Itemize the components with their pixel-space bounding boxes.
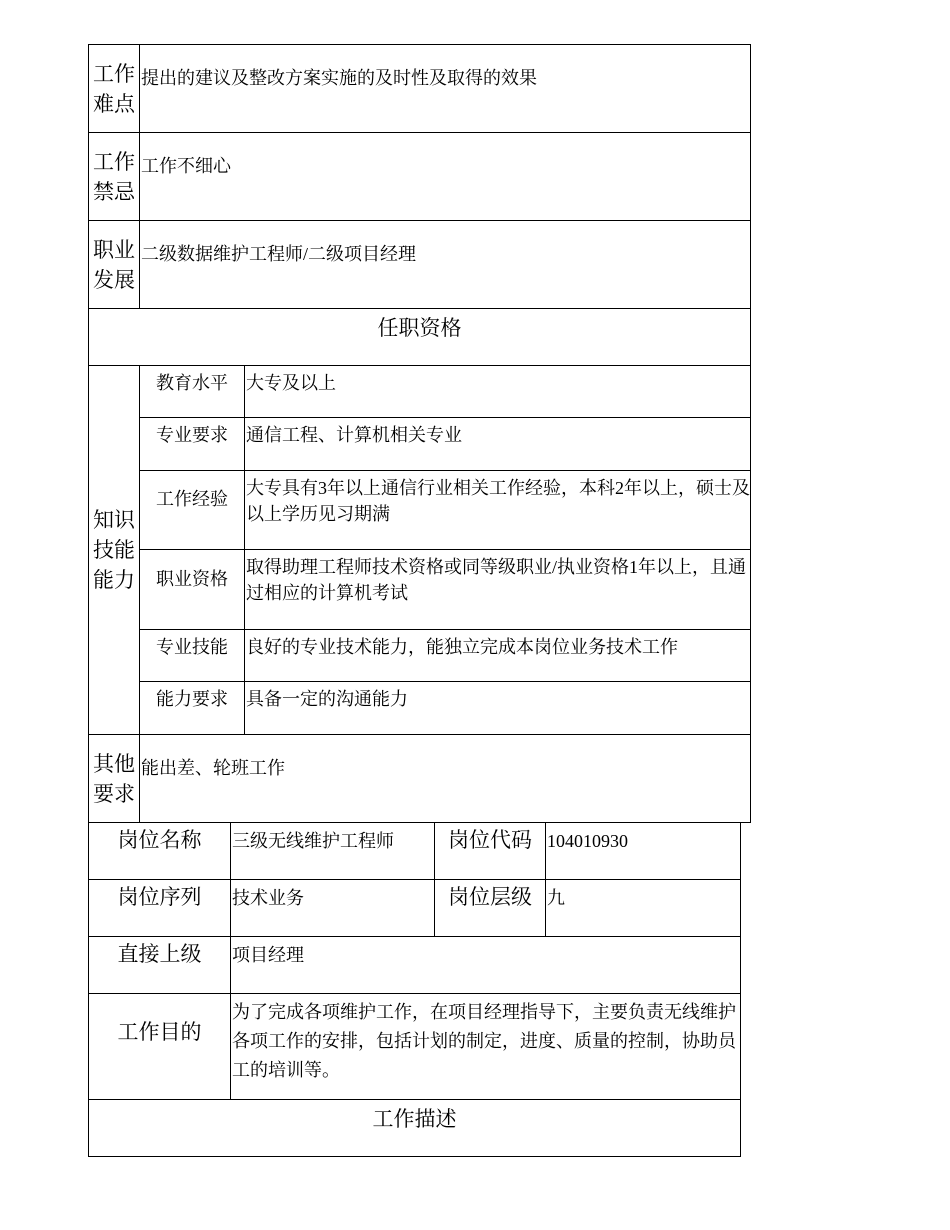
purpose-row bbox=[89, 994, 741, 1100]
knowledge-label: 知识技能能力 bbox=[89, 366, 140, 735]
difficulty-value: 提出的建议及整改方案实施的及时性及取得的效果 bbox=[140, 45, 751, 133]
position-level-label: 岗位层级 bbox=[435, 880, 546, 937]
qual-label: 专业技能 bbox=[140, 630, 245, 682]
position-series-value: 技术业务 bbox=[231, 880, 435, 937]
difficulty-row bbox=[89, 45, 751, 133]
taboo-row bbox=[89, 133, 751, 221]
qual-row bbox=[89, 550, 751, 630]
qual-value: 大专具有3年以上通信行业相关工作经验，本科2年以上，硕士及以上学历见习期满 bbox=[245, 471, 751, 550]
qualification-title-row bbox=[89, 309, 751, 366]
taboo-value: 工作不细心 bbox=[140, 133, 751, 221]
position-name-value: 三级无线维护工程师 bbox=[231, 823, 435, 880]
position-code-label: 岗位代码 bbox=[435, 823, 546, 880]
qualification-title: 任职资格 bbox=[89, 309, 751, 366]
qual-row bbox=[89, 418, 751, 471]
qual-row bbox=[89, 471, 751, 550]
position-name-row bbox=[89, 823, 741, 880]
other-row bbox=[89, 735, 751, 823]
qual-value: 大专及以上 bbox=[245, 366, 751, 418]
taboo-label: 工作禁忌 bbox=[89, 133, 140, 221]
career-label: 职业发展 bbox=[89, 221, 140, 309]
career-value: 二级数据维护工程师/二级项目经理 bbox=[140, 221, 751, 309]
qual-label: 能力要求 bbox=[140, 682, 245, 735]
qual-label: 工作经验 bbox=[140, 471, 245, 550]
superior-label: 直接上级 bbox=[89, 937, 231, 994]
superior-value: 项目经理 bbox=[231, 937, 741, 994]
position-series-row bbox=[89, 880, 741, 937]
position-info-table bbox=[88, 822, 741, 1157]
qual-label: 教育水平 bbox=[140, 366, 245, 418]
qualification-table bbox=[88, 44, 751, 823]
description-title: 工作描述 bbox=[89, 1100, 741, 1157]
purpose-value: 为了完成各项维护工作，在项目经理指导下，主要负责无线维护各项工作的安排，包括计划的制定，进度、质量的控制，协助员工的培训等。 bbox=[231, 994, 741, 1100]
qual-value: 通信工程、计算机相关专业 bbox=[245, 418, 751, 471]
position-level-value: 九 bbox=[546, 880, 741, 937]
qual-row bbox=[89, 630, 751, 682]
position-code-value: 104010930 bbox=[546, 823, 741, 880]
qual-value: 具备一定的沟通能力 bbox=[245, 682, 751, 735]
qual-row bbox=[89, 366, 751, 418]
superior-row bbox=[89, 937, 741, 994]
qual-label: 职业资格 bbox=[140, 550, 245, 630]
other-value: 能出差、轮班工作 bbox=[140, 735, 751, 823]
career-row bbox=[89, 221, 751, 309]
qual-value: 取得助理工程师技术资格或同等级职业/执业资格1年以上，且通过相应的计算机考试 bbox=[245, 550, 751, 630]
description-title-row bbox=[89, 1100, 741, 1157]
qual-label: 专业要求 bbox=[140, 418, 245, 471]
difficulty-label: 工作难点 bbox=[89, 45, 140, 133]
other-label: 其他要求 bbox=[89, 735, 140, 823]
position-name-label: 岗位名称 bbox=[89, 823, 231, 880]
qual-row bbox=[89, 682, 751, 735]
qual-value: 良好的专业技术能力，能独立完成本岗位业务技术工作 bbox=[245, 630, 751, 682]
position-series-label: 岗位序列 bbox=[89, 880, 231, 937]
purpose-label: 工作目的 bbox=[89, 994, 231, 1100]
